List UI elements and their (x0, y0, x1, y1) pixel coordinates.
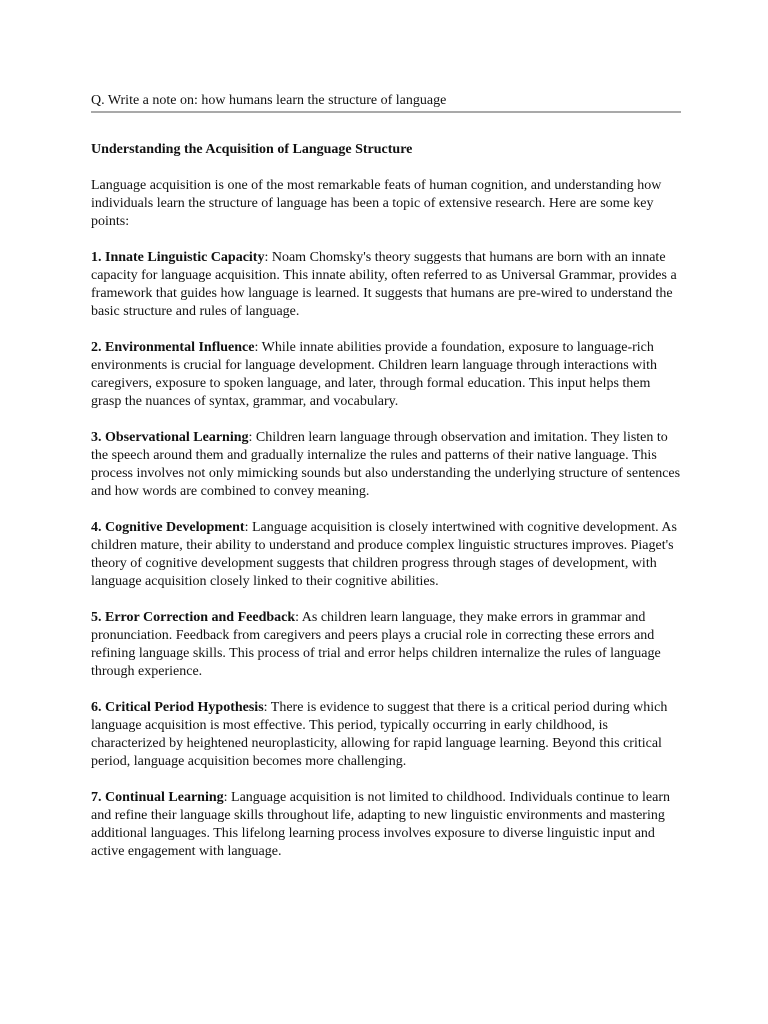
point-label: 2. Environmental Influence (91, 340, 255, 355)
document-heading: Understanding the Acquisition of Language Structure (91, 142, 413, 157)
point-text: : There is evidence to suggest that there is a critical period during which language acquisition is most effective. This period, typically occurring in early childhood, is characterized by heightened neuroplasticity, allowing for rapid language learning. Beyond this critical period, language acquisition becomes more challenging. (91, 700, 668, 769)
point-label: 4. Cognitive Development (91, 520, 245, 535)
point-paragraph (91, 429, 681, 501)
point-paragraph (91, 609, 681, 681)
point-label: 6. Critical Period Hypothesis (91, 700, 264, 715)
document-page (91, 92, 681, 861)
point-paragraph (91, 249, 681, 321)
point-label: 5. Error Correction and Feedback (91, 610, 296, 625)
intro-paragraph: Language acquisition is one of the most remarkable feats of human cognition, and understanding how individuals learn the structure of language has been a topic of extensive research. Here are some key points: (91, 178, 662, 229)
point-text: : Noam Chomsky's theory suggests that humans are born with an innate capacity for language acquisition. This innate ability, often referred to as Universal Grammar, provides a framework that guides how language is learned. It suggests that humans are pre-wired to understand the basic structure and rules of language. (91, 250, 677, 319)
point-paragraph (91, 789, 681, 861)
point-label: 7. Continual Learning (91, 790, 224, 805)
point-label: 1. Innate Linguistic Capacity (91, 250, 265, 265)
question-line: Q. Write a note on: how humans learn the structure of language (91, 92, 681, 113)
point-paragraph (91, 519, 681, 591)
point-paragraph (91, 699, 681, 771)
point-text: : Language acquisition is not limited to childhood. Individuals continue to learn and refine their language skills throughout life, adapting to new linguistic environments and mastering additional languages. This lifelong learning process involves exposure to diverse linguistic input and active engagement with language. (91, 790, 670, 859)
point-label: 3. Observational Learning (91, 430, 249, 445)
point-paragraph (91, 339, 681, 411)
point-text: : Children learn language through observation and imitation. They listen to the speech around them and gradually internalize the rules and patterns of their native language. This process involves not only mimicking sounds but also understanding the underlying structure of sentences and how words are combined to convey meaning. (91, 430, 681, 499)
point-text: : While innate abilities provide a foundation, exposure to language-rich environments is crucial for language development. Children learn language through interactions with caregivers, exposure to spoken language, and later, through formal education. This input helps them grasp the nuances of syntax, grammar, and vocabulary. (91, 340, 658, 409)
point-text: : Language acquisition is closely intertwined with cognitive development. As children mature, their ability to understand and produce complex linguistic structures improves. Piaget's theory of cognitive development suggests that children progress through stages of development, with language acquisition closely linked to their cognitive abilities. (91, 520, 677, 589)
point-text: : As children learn language, they make errors in grammar and pronunciation. Feedback from caregivers and peers plays a crucial role in correcting these errors and refining language skills. This process of trial and error helps children internalize the rules of language through experience. (91, 610, 661, 679)
